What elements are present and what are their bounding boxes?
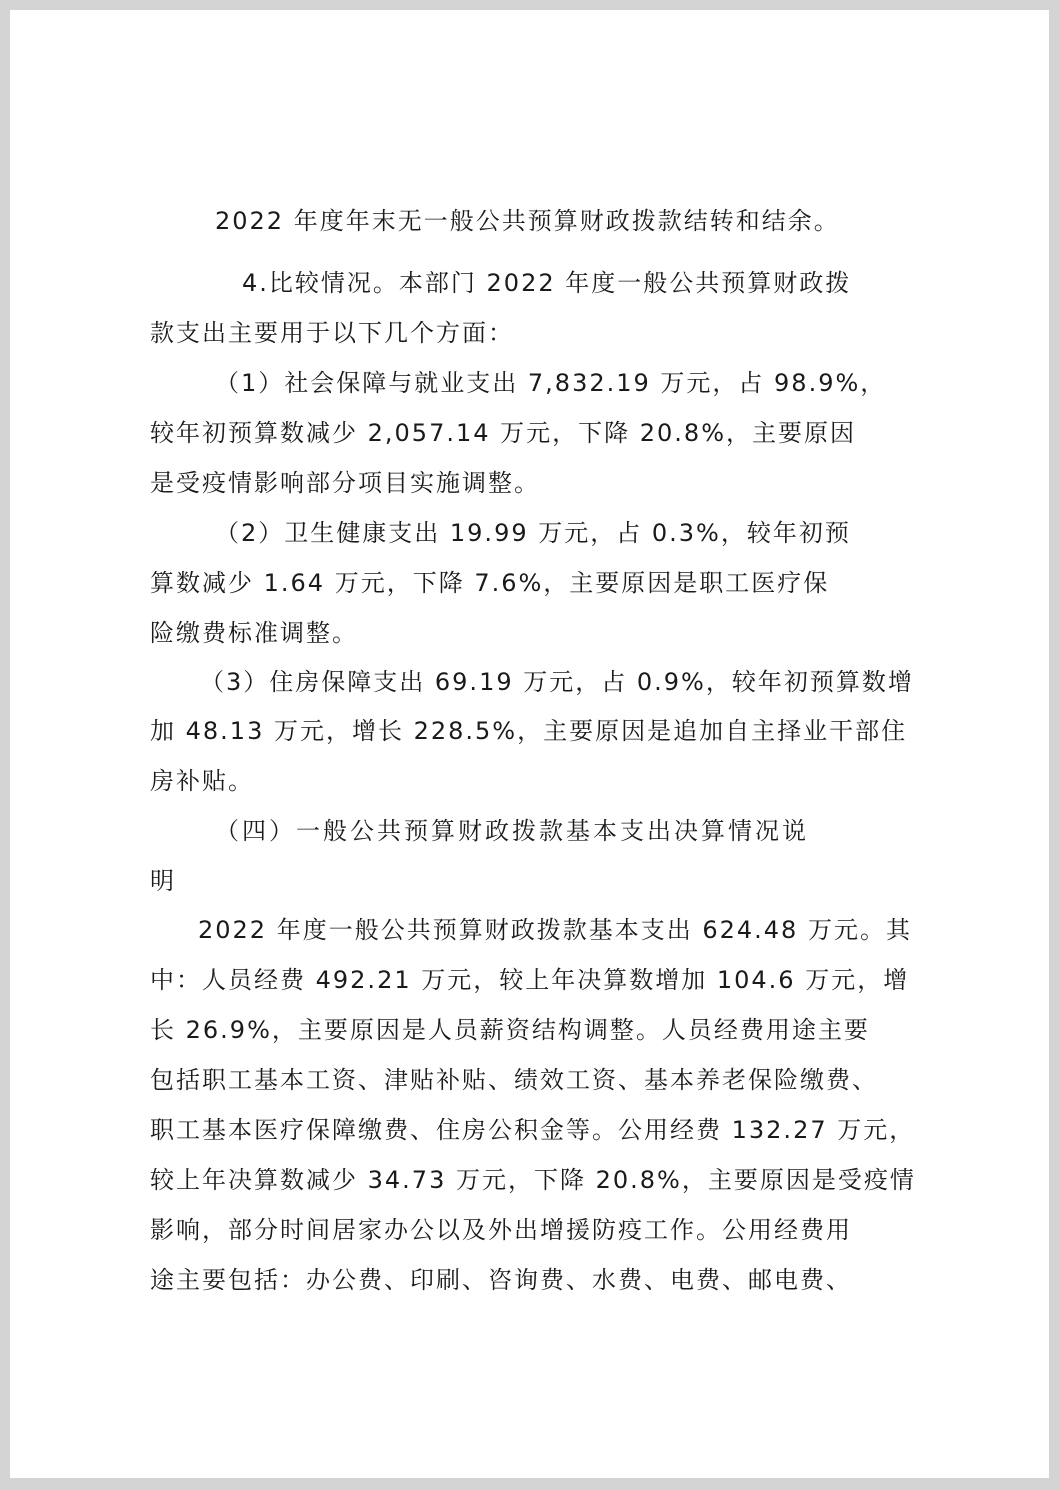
text-line: 职工基本医疗保障缴费、住房公积金等。公用经费 132.27 万元， (150, 1116, 916, 1144)
text-line: 是受疫情影响部分项目实施调整。 (150, 469, 540, 497)
text-line: 途主要包括：办公费、印刷、咨询费、水费、电费、邮电费、 (150, 1266, 852, 1294)
text-line: 加 48.13 万元，增长 228.5%，主要原因是追加自主择业干部住 (150, 717, 908, 745)
text-line: 算数减少 1.64 万元，下降 7.6%，主要原因是职工医疗保 (150, 569, 830, 597)
text-line: 险缴费标准调整。 (150, 619, 358, 647)
text-line: 较上年决算数减少 34.73 万元，下降 20.8%，主要原因是受疫情 (150, 1166, 916, 1194)
text-line: 款支出主要用于以下几个方面： (150, 319, 514, 347)
text-line: （2）卫生健康支出 19.99 万元，占 0.3%，较年初预 (215, 519, 851, 547)
text-line: 较年初预算数减少 2,057.14 万元，下降 20.8%，主要原因 (150, 419, 857, 447)
text-line: 2022 年度年末无一般公共预算财政拨款结转和结余。 (215, 207, 840, 235)
text-line: （3）住房保障支出 69.19 万元，占 0.9%，较年初预算数增 (200, 668, 914, 696)
text-line: （1）社会保障与就业支出 7,832.19 万元，占 98.9%， (215, 369, 887, 397)
text-line: 长 26.9%，主要原因是人员薪资结构调整。人员经费用途主要 (150, 1016, 870, 1044)
text-line: 房补贴。 (150, 767, 254, 795)
document-page (10, 10, 1049, 1478)
text-line: 包括职工基本工资、津贴补贴、绩效工资、基本养老保险缴费、 (150, 1066, 878, 1094)
text-line: 4.比较情况。本部门 2022 年度一般公共预算财政拨 (242, 269, 852, 297)
text-line: 影响，部分时间居家办公以及外出增援防疫工作。公用经费用 (150, 1216, 852, 1244)
section-heading: （四）一般公共预算财政拨款基本支出决算情况说 (215, 817, 809, 845)
section-heading-continued: 明 (150, 867, 177, 895)
text-line: 中：人员经费 492.21 万元，较上年决算数增加 104.6 万元，增 (150, 966, 910, 994)
text-line: 2022 年度一般公共预算财政拨款基本支出 624.48 万元。其 (198, 916, 912, 944)
